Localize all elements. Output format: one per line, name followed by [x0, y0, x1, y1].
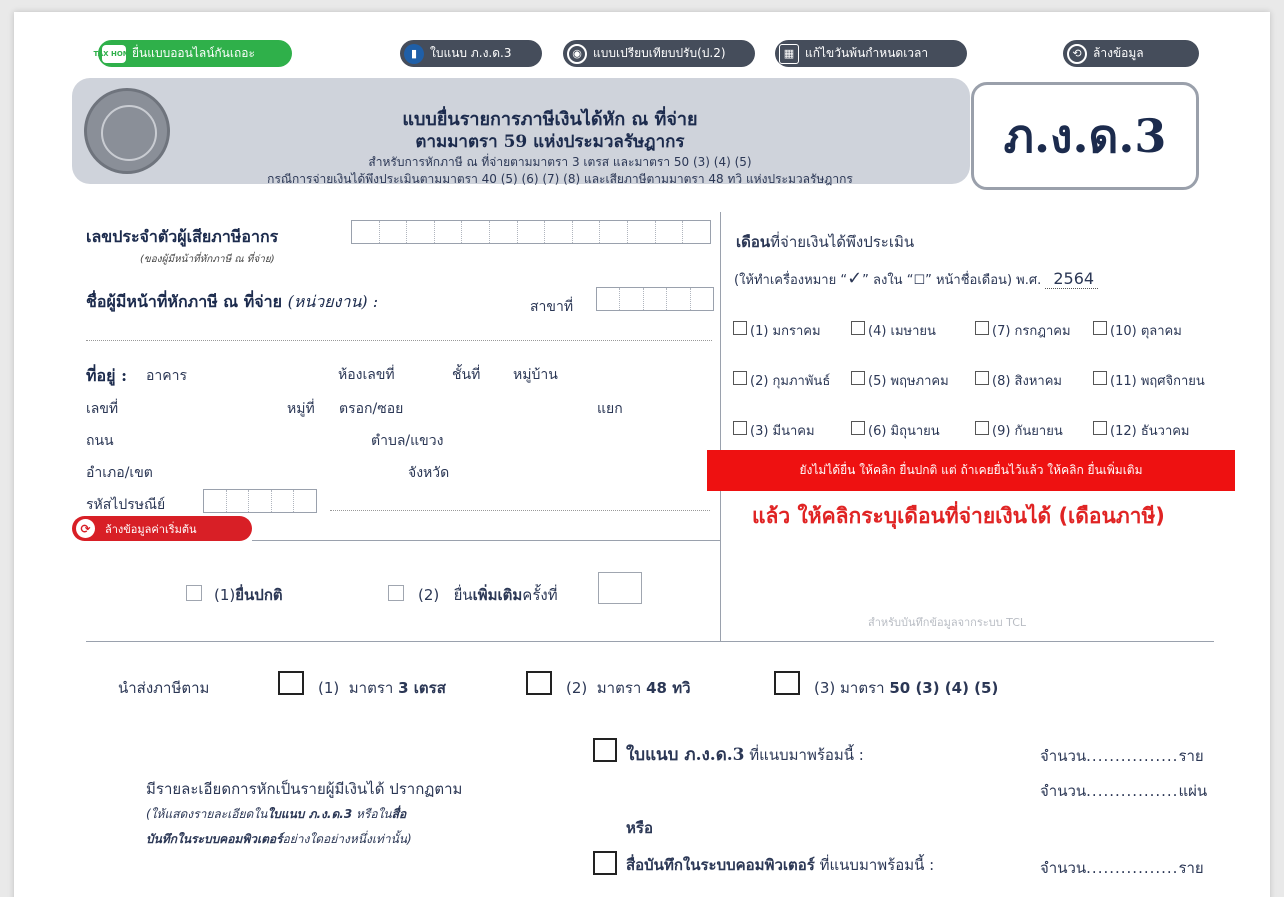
deadline-label: แก้ไขวันพ้นกำหนดเวลา — [805, 46, 929, 60]
payer-label: ชื่อผู้มีหน้าที่หักภาษี ณ ที่จ่าย (หน่วยงาน) : — [86, 292, 379, 311]
or-label: หรือ — [626, 819, 653, 837]
left-divider — [252, 540, 720, 541]
warning-banner — [707, 450, 1235, 491]
attachment-label: ใบแนบ ภ.ง.ด.3 — [430, 46, 512, 60]
warning-text-2: แล้ว ให้คลิกระบุเดือนที่จ่ายเงินได้ (เดือนภาษี) — [752, 504, 1165, 528]
section-48-tawi-label: (2) มาตรา 48 ทวิ — [566, 679, 691, 697]
building-label: อาคาร — [146, 368, 188, 384]
extra-filing-label: (2) ยื่นเพิ่มเติมครั้งที่ — [418, 586, 558, 604]
warning-text: ยังไม่ได้ยื่น ให้คลิก ยื่นปกติ แต่ ถ้าเคยยื่นไว้แล้ว ให้คลิก ยื่นเพิ่มเติม — [799, 463, 1143, 477]
month-checkbox-4[interactable] — [1093, 321, 1107, 335]
month-label-5: (2) กุมภาพันธ์ — [750, 374, 831, 389]
month-checkbox-7[interactable] — [975, 371, 989, 385]
month-heading: เดือนที่จ่ายเงินได้พึงประเมิน — [736, 233, 915, 251]
month-label-2: (4) เมษายน — [868, 324, 936, 339]
tcl-note: สำหรับบันทึกข้อมูลจากระบบ TCL — [868, 616, 1027, 629]
center-divider — [720, 212, 721, 642]
month-checkbox-11[interactable] — [975, 421, 989, 435]
detail-note-line2: บันทึกในระบบคอมพิวเตอร์อย่างใดอย่างหนึ่งเท่านั้น) — [146, 832, 412, 846]
taxid-label: เลขประจำตัวผู้เสียภาษีอากร — [86, 227, 279, 246]
mark-instruction: (ให้ทำเครื่องหมาย “✓” ลงใน “☐” หน้าชื่อเดือน) พ.ศ. 2564 — [734, 268, 1098, 290]
month-label-8: (11) พฤศจิกายน — [1110, 374, 1205, 389]
month-checkbox-8[interactable] — [1093, 371, 1107, 385]
attachment-label-line: ใบแนบ ภ.ง.ด.3 ที่แนบมาพร้อมนี้ : — [626, 745, 864, 765]
month-checkbox-1[interactable] — [733, 321, 747, 335]
normal-filing-checkbox[interactable] — [186, 585, 202, 601]
month-checkbox-5[interactable] — [733, 371, 747, 385]
form-subtitle-line2: กรณีการจ่ายเงินได้พึงประเมินตามมาตรา 40 (5) (6) (7) (8) และเสียภาษีตามมาตรา 48 ทวิ แห่งประมวลรัษฎากร — [267, 172, 853, 186]
postcode-input[interactable] — [203, 489, 317, 513]
month-checkbox-9[interactable] — [733, 421, 747, 435]
month-label-9: (3) มีนาคม — [750, 424, 815, 439]
province-label: จังหวัด — [408, 465, 450, 481]
attachment-count-sheets[interactable]: จำนวน................แผ่น — [1040, 782, 1208, 800]
address-dotted-line[interactable] — [330, 510, 710, 511]
section-50-checkbox[interactable] — [774, 671, 800, 695]
detail-note-line1: (ให้แสดงรายละเอียดในใบแนบ ภ.ง.ด.3 หรือในสื่อ — [146, 807, 407, 821]
month-checkbox-3[interactable] — [975, 321, 989, 335]
form-subtitle-line1: สำหรับการหักภาษี ณ ที่จ่ายตามมาตรา 3 เตรส และมาตรา 50 (3) (4) (5) — [368, 155, 752, 169]
section-3-tres-label: (1) มาตรา 3 เตรส — [318, 679, 446, 697]
month-checkbox-2[interactable] — [851, 321, 865, 335]
form-code-box — [971, 82, 1199, 190]
number-label: เลขที่ — [86, 401, 119, 417]
month-label-11: (9) กันยายน — [992, 424, 1063, 439]
month-label-1: (1) มกราคม — [750, 324, 821, 339]
section-3-tres-checkbox[interactable] — [278, 671, 304, 695]
extra-filing-checkbox[interactable] — [388, 585, 404, 601]
year-value[interactable]: 2564 — [1045, 269, 1098, 289]
refresh-icon: ⟳ — [76, 519, 95, 538]
address-label: ที่อยู่ : — [86, 366, 128, 385]
revenue-department-seal — [84, 88, 170, 174]
media-count-persons[interactable]: จำนวน................ราย — [1040, 859, 1204, 877]
submit-label: นำส่งภาษีตาม — [118, 679, 210, 697]
normal-filing-label: (1)ยื่นปกติ — [214, 586, 283, 604]
subdistrict-label: ตำบล/แขวง — [371, 433, 444, 449]
postcode-label: รหัสไปรษณีย์ — [86, 497, 166, 513]
payer-name-line[interactable] — [86, 340, 712, 341]
clear-button[interactable] — [1063, 40, 1199, 67]
yaek-label: แยก — [597, 401, 623, 417]
extra-filing-count-input[interactable] — [598, 572, 642, 604]
detail-text: มีรายละเอียดการหักเป็นรายผู้มีเงินได้ ปรากฏตาม — [146, 780, 463, 798]
month-label-12: (12) ธันวาคม — [1110, 424, 1190, 439]
efile-label: ยื่นแบบออนไลน์กันเถอะ — [132, 46, 255, 60]
month-label-4: (10) ตุลาคม — [1110, 324, 1182, 339]
reset-defaults-button[interactable] — [72, 516, 252, 541]
compare-button[interactable] — [563, 40, 755, 67]
media-checkbox[interactable] — [593, 851, 617, 875]
history-icon: ⟲ — [1067, 44, 1087, 64]
deadline-button[interactable] — [775, 40, 967, 67]
moo-label: หมู่ที่ — [287, 401, 315, 417]
form-title-line1: แบบยื่นรายการภาษีเงินได้หัก ณ ที่จ่าย — [402, 109, 698, 130]
document-icon: ▮ — [404, 44, 424, 64]
compare-label: แบบเปรียบเทียบปรับ(ป.2) — [593, 46, 726, 60]
form-title-line2: ตามมาตรา 59 แห่งประมวลรัษฎากร — [415, 132, 685, 152]
month-label-7: (8) สิงหาคม — [992, 374, 1062, 389]
attachment-checkbox[interactable] — [593, 738, 617, 762]
tax-home-icon: TAX HOME — [102, 45, 126, 63]
efile-button[interactable] — [93, 40, 292, 67]
clear-label: ล้างข้อมูล — [1093, 46, 1144, 60]
attachment-button[interactable] — [400, 40, 542, 67]
month-checkbox-10[interactable] — [851, 421, 865, 435]
month-checkbox-12[interactable] — [1093, 421, 1107, 435]
month-label-3: (7) กรกฎาคม — [992, 324, 1071, 339]
taxid-note: (ของผู้มีหน้าที่หักภาษี ณ ที่จ่าย) — [140, 254, 275, 265]
month-label-10: (6) มิถุนายน — [868, 424, 940, 439]
section-48-tawi-checkbox[interactable] — [526, 671, 552, 695]
village-label: หมู่บ้าน — [513, 367, 558, 383]
form-code: ภ.ง.ด.3 — [1003, 108, 1167, 163]
taxid-input[interactable] — [351, 220, 711, 244]
district-label: อำเภอ/เขต — [86, 465, 153, 481]
road-label: ถนน — [86, 433, 114, 449]
month-checkbox-6[interactable] — [851, 371, 865, 385]
branch-input[interactable] — [596, 287, 714, 311]
month-label-6: (5) พฤษภาคม — [868, 374, 949, 389]
branch-label: สาขาที่ — [530, 299, 574, 315]
calendar-icon: ▦ — [779, 44, 799, 64]
reset-defaults-label: ล้างข้อมูลค่าเริ่มต้น — [105, 522, 197, 536]
section-50-label: (3) มาตรา 50 (3) (4) (5) — [814, 679, 999, 697]
bottom-rule — [86, 641, 1214, 642]
media-label-line: สื่อบันทึกในระบบคอมพิวเตอร์ ที่แนบมาพร้อมนี้ : — [626, 856, 935, 874]
circle-icon: ◉ — [567, 44, 587, 64]
attachment-count-persons[interactable]: จำนวน................ราย — [1040, 747, 1204, 765]
soi-label: ตรอก/ซอย — [339, 401, 404, 417]
room-label: ห้องเลขที่ — [338, 367, 395, 383]
floor-label: ชั้นที่ — [452, 367, 481, 383]
